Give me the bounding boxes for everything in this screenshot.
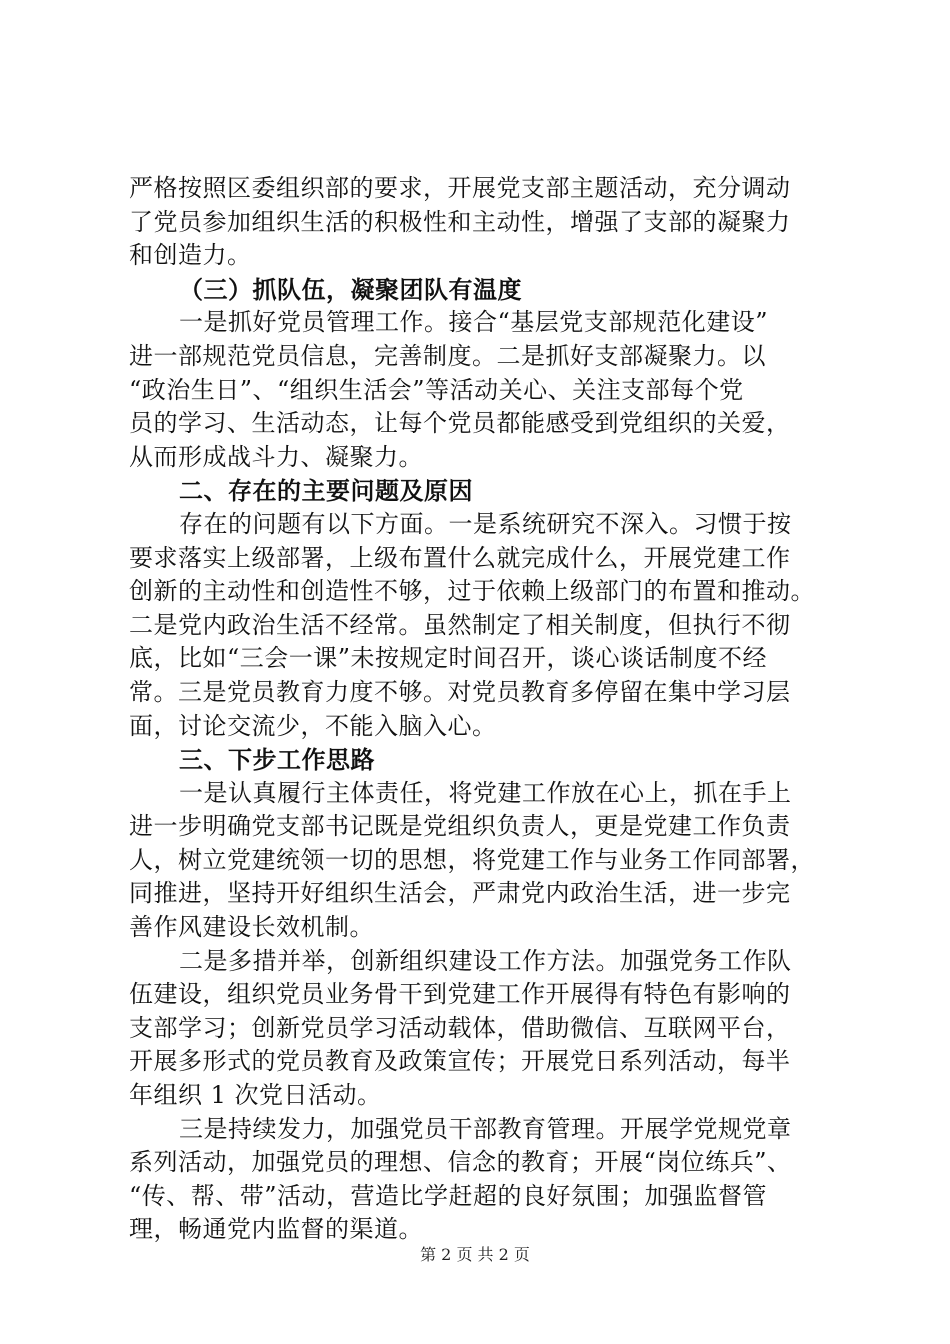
paragraph-line: 从而形成战斗力、凝聚力。 bbox=[129, 442, 423, 471]
paragraph-line: 年组织 1 次党日活动。 bbox=[129, 1081, 382, 1110]
paragraph-line: 支部学习；创新党员学习活动载体，借助微信、互联网平台， bbox=[129, 1013, 791, 1042]
document-body bbox=[129, 172, 841, 1247]
paragraph-line: “传、帮、带”活动，营造比学赶超的良好氛围；加强监督管 bbox=[129, 1181, 768, 1210]
section-heading: （三）抓队伍，凝聚团队有温度 bbox=[179, 274, 522, 304]
paragraph-line: 进一步明确党支部书记既是党组织负责人，更是党建工作负责 bbox=[129, 812, 791, 841]
paragraph-line: 理，畅通党内监督的渠道。 bbox=[129, 1215, 423, 1244]
paragraph-line: 员的学习、生活动态，让每个党员都能感受到党组织的关爱， bbox=[129, 409, 791, 438]
paragraph-line: 一是抓好党员管理工作。接合“基层党支部规范化建设” bbox=[179, 308, 769, 337]
paragraph-line: 了党员参加组织生活的积极性和主动性，增强了支部的凝聚力 bbox=[129, 207, 791, 236]
paragraph-line: 开展多形式的党员教育及政策宣传；开展党日系列活动，每半 bbox=[129, 1047, 791, 1076]
paragraph-line: 和创造力。 bbox=[129, 241, 252, 270]
paragraph-line: 要求落实上级部署，上级布置什么就完成什么，开展党建工作 bbox=[129, 543, 791, 572]
paragraph-line: 善作风建设长效机制。 bbox=[129, 913, 374, 942]
paragraph-line: 系列活动，加强党员的理想、信念的教育；开展“岗位练兵”、 bbox=[129, 1148, 792, 1177]
paragraph-line: 存在的问题有以下方面。一是系统研究不深入。习惯于按 bbox=[179, 509, 792, 538]
paragraph-line: 创新的主动性和创造性不够，过于依赖上级部门的布置和推动。 bbox=[129, 577, 815, 606]
paragraph-line: 人，树立党建统领一切的思想，将党建工作与业务工作同部署， bbox=[129, 845, 815, 874]
paragraph-line: 进一部规范党员信息，完善制度。二是抓好支部凝聚力。以 bbox=[129, 341, 766, 370]
paragraph-line: “政治生日”、“组织生活会”等活动关心、关注支部每个党 bbox=[129, 375, 744, 404]
paragraph-line: 底，比如“三会一课”未按规定时间召开，谈心谈话制度不经 bbox=[129, 644, 768, 673]
paragraph-line: 二是多措并举，创新组织建设工作方法。加强党务工作队 bbox=[179, 946, 792, 975]
paragraph-line: 二是党内政治生活不经常。虽然制定了相关制度，但执行不彻 bbox=[129, 610, 791, 639]
paragraph-line: 常。三是党员教育力度不够。对党员教育多停留在集中学习层 bbox=[129, 677, 791, 706]
paragraph-line: 同推进，坚持开好组织生活会，严肃党内政治生活，进一步完 bbox=[129, 879, 791, 908]
paragraph-line: 面，讨论交流少，不能入脑入心。 bbox=[129, 711, 497, 740]
paragraph-line: 严格按照区委组织部的要求，开展党支部主题活动，充分调动 bbox=[129, 174, 791, 202]
paragraph-line: 一是认真履行主体责任，将党建工作放在心上，抓在手上 bbox=[179, 778, 792, 807]
paragraph-line: 三是持续发力，加强党员干部教育管理。开展学党规党章 bbox=[179, 1114, 792, 1143]
page-footer: 第 2 页 共 2 页 bbox=[420, 1245, 530, 1264]
paragraph-line: 伍建设，组织党员业务骨干到党建工作开展得有特色有影响的 bbox=[129, 980, 791, 1009]
section-heading: 三、下步工作思路 bbox=[179, 745, 375, 775]
section-heading: 二、存在的主要问题及原因 bbox=[179, 476, 473, 506]
